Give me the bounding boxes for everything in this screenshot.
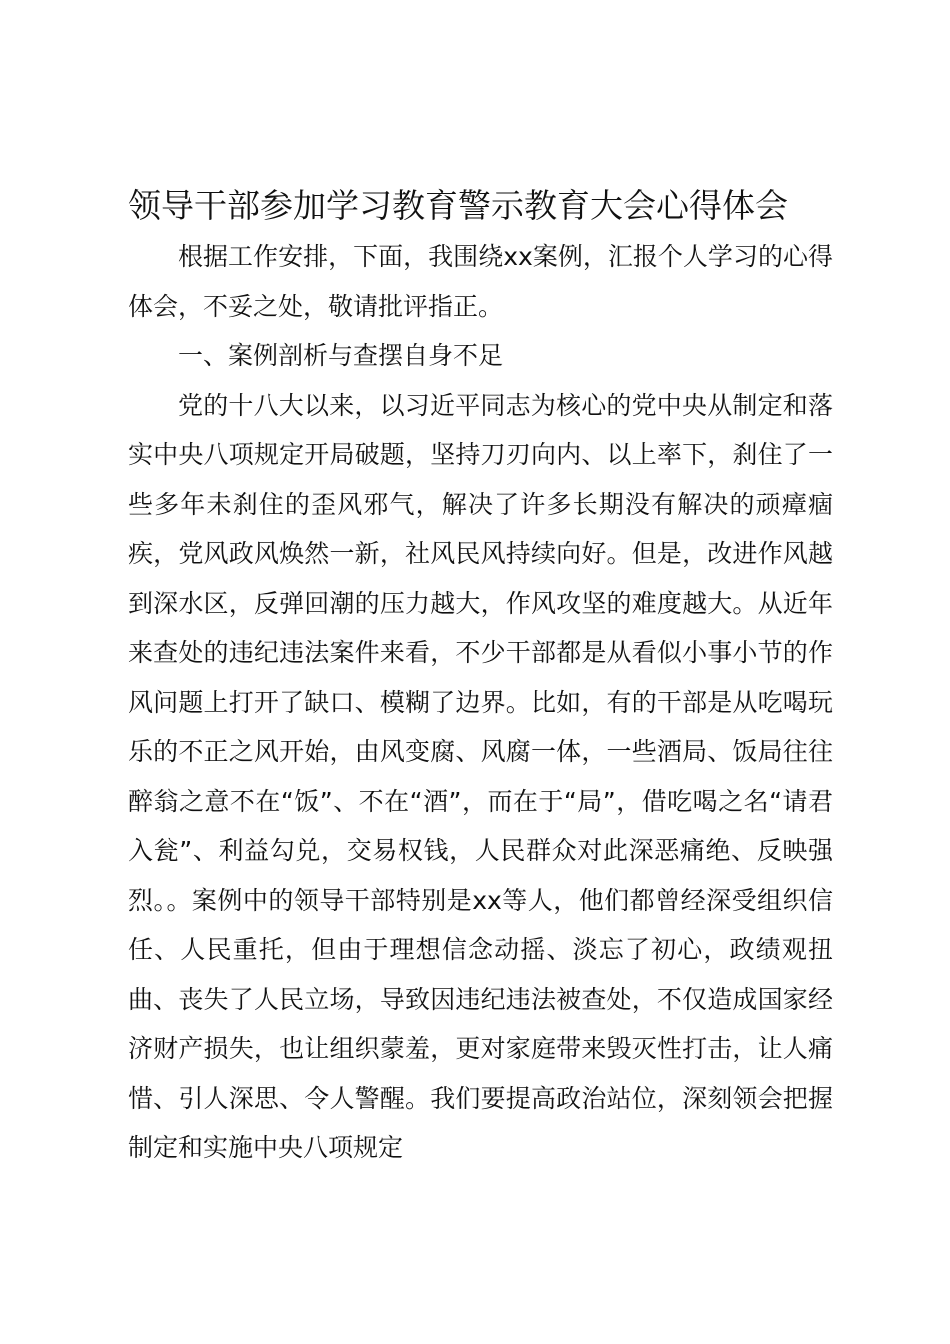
section-heading: 一、案例剖析与查摆自身不足 bbox=[178, 341, 504, 370]
document-body bbox=[128, 232, 833, 1173]
intro-paragraph: 根据工作安排，下面，我围绕xx案例，汇报个人学习的心得体会，不妥之处，敬请批评指正。 bbox=[128, 242, 833, 321]
document-title: 领导干部参加学习教育警示教育大会心得体会 bbox=[128, 186, 788, 225]
body-paragraph: 党的十八大以来，以习近平同志为核心的党中央从制定和落实中央八项规定开局破题，坚持刀刃向内、以上率下，刹住了一些多年未刹住的歪风邪气，解决了许多长期没有解决的顽瘴痼疾，党风政风焕然一新，社风民风持续向好。但是，改进作风越到深水区，反弹回潮的压力越大，作风攻坚的难度越大。从近年来查处的违纪违法案件来看，不少干部都是从看似小事小节的作风问题上打开了缺口、模糊了边界。比如，有的干部是从吃喝玩乐的不正之风开始，由风变腐、风腐一体，一些酒局、饭局往往醉翁之意不在“饭”、不在“酒”，而在于“局”，借吃喝之名“请君入瓮”、利益勾兑，交易权钱，人民群众对此深恶痛绝、反映强烈。。案例中的领导干部特别是xx等人，他们都曾经深受组织信任、人民重托，但由于理想信念动摇、淡忘了初心，政绩观扭曲、丧失了人民立场，导致因违纪违法被查处，不仅造成国家经济财产损失，也让组织蒙羞，更对家庭带来毁灭性打击，让人痛惜、引人深思、令人警醒。我们要提高政治站位，深刻领会把握制定和实施中央八项规定 bbox=[128, 390, 833, 1162]
